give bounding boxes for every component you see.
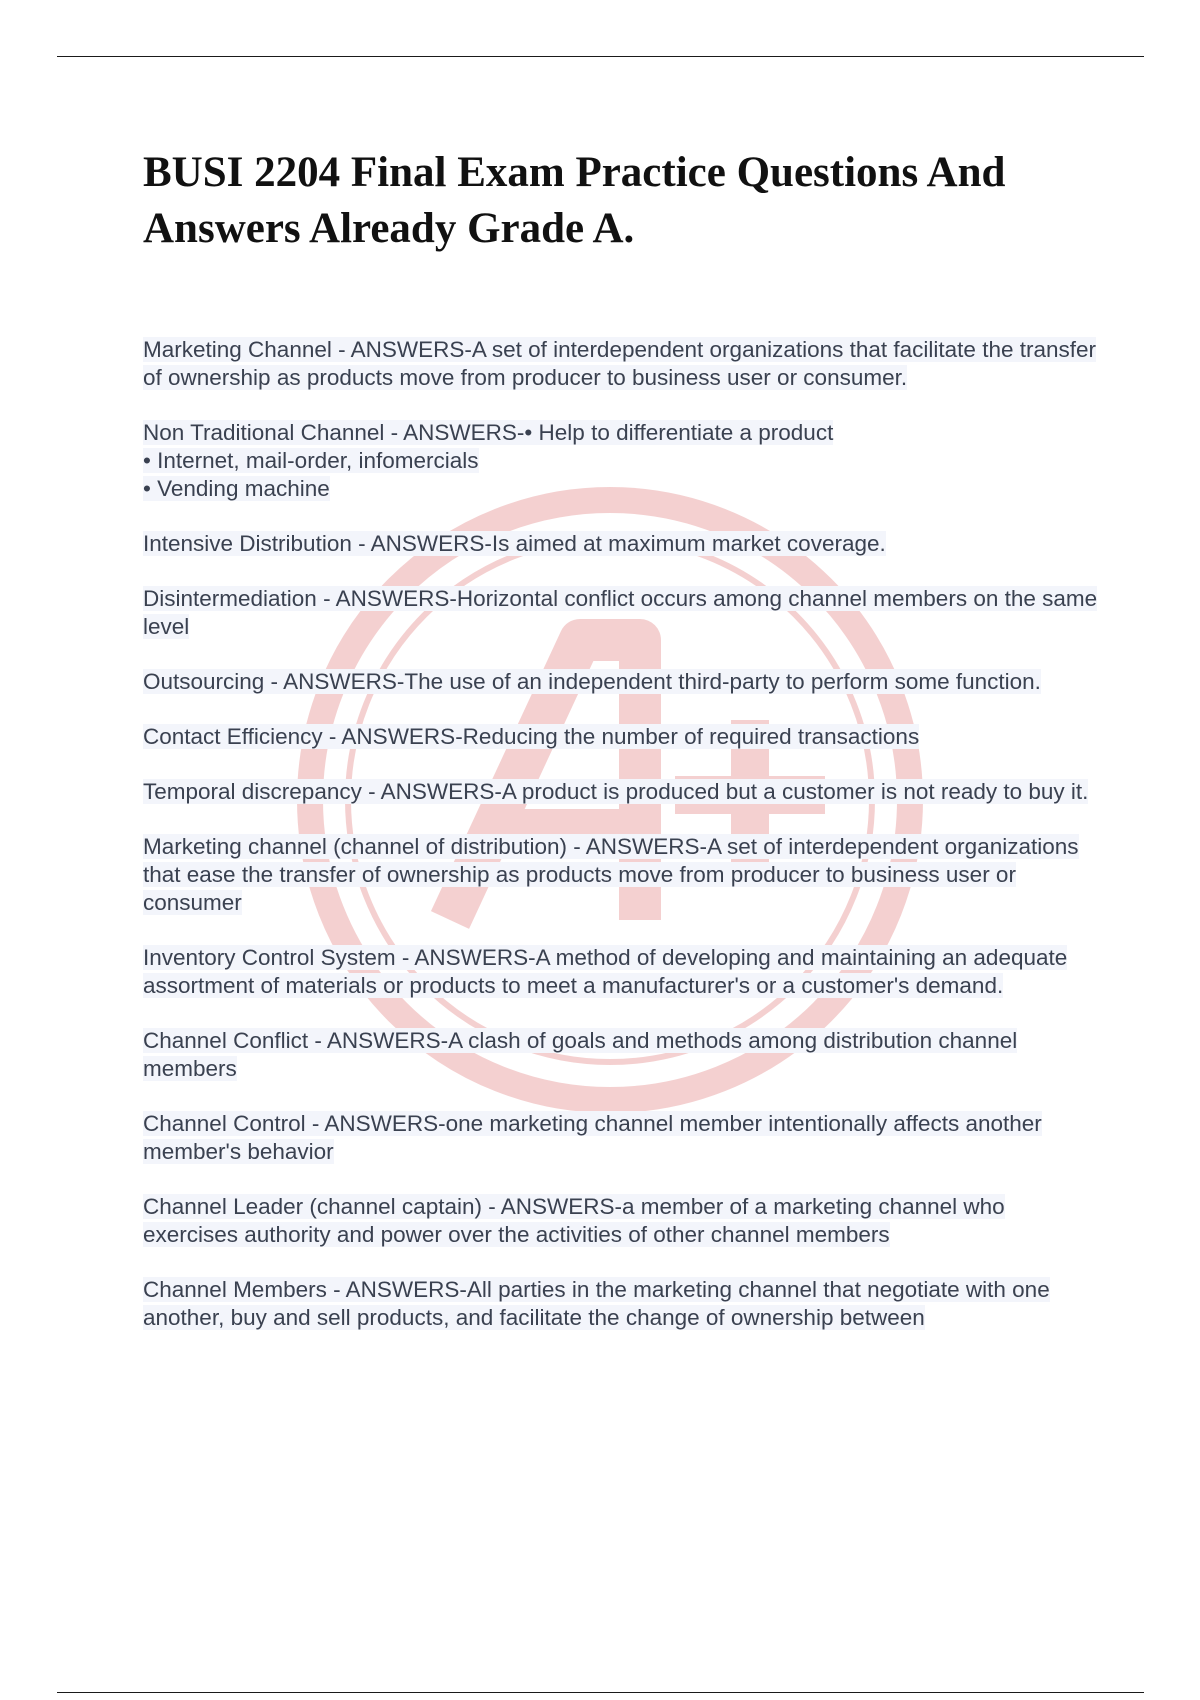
qa-entry-text: Marketing Channel - ANSWERS-A set of interdependent organizations that facilitate the transfer of ownership as products move from producer to business user or consumer.	[143, 337, 1097, 390]
qa-entry	[143, 833, 1103, 917]
qa-entry-text: Non Traditional Channel - ANSWERS-• Help to differentiate a product • Internet, mail-order, infomercials • Vending machine	[143, 420, 834, 501]
qa-entry	[143, 668, 1103, 696]
qa-entry-text: Contact Efficiency - ANSWERS-Reducing the number of required transactions	[143, 724, 920, 749]
top-divider	[57, 56, 1144, 57]
qa-entry	[143, 1027, 1103, 1083]
qa-entry	[143, 723, 1103, 751]
qa-entry-text: Channel Control - ANSWERS-one marketing channel member intentionally affects another member's behavior	[143, 1111, 1042, 1164]
qa-entry	[143, 419, 1103, 503]
qa-list	[143, 336, 1103, 1359]
qa-entry-text: Channel Members - ANSWERS-All parties in the marketing channel that negotiate with one another, buy and sell products, and facilitate the change of ownership between	[143, 1277, 1050, 1330]
qa-entry	[143, 1193, 1103, 1249]
qa-entry-text: Channel Leader (channel captain) - ANSWERS-a member of a marketing channel who exercises authority and power over the activities of other channel members	[143, 1194, 1005, 1247]
qa-entry	[143, 585, 1103, 641]
qa-entry-text: Disintermediation - ANSWERS-Horizontal conflict occurs among channel members on the same level	[143, 586, 1098, 639]
qa-entry-text: Inventory Control System - ANSWERS-A method of developing and maintaining an adequate assortment of materials or products to meet a manufacturer's or a customer's demand.	[143, 945, 1068, 998]
qa-entry-text: Marketing channel (channel of distribution) - ANSWERS-A set of interdependent organizations that ease the transfer of ownership as products move from producer to business user or consumer	[143, 834, 1079, 915]
qa-entry	[143, 778, 1103, 806]
bottom-divider	[57, 1692, 1144, 1693]
document-title: BUSI 2204 Final Exam Practice Questions And Answers Already Grade A.	[143, 149, 1006, 252]
qa-entry-text: Outsourcing - ANSWERS-The use of an independent third-party to perform some function.	[143, 669, 1041, 694]
qa-entry	[143, 944, 1103, 1000]
qa-entry	[143, 336, 1103, 392]
qa-entry-text: Temporal discrepancy - ANSWERS-A product is produced but a customer is not ready to buy it.	[143, 779, 1089, 804]
qa-entry	[143, 1276, 1103, 1332]
qa-entry-text: Channel Conflict - ANSWERS-A clash of goals and methods among distribution channel members	[143, 1028, 1018, 1081]
qa-entry	[143, 530, 1103, 558]
qa-entry	[143, 1110, 1103, 1166]
qa-entry-text: Intensive Distribution - ANSWERS-Is aimed at maximum market coverage.	[143, 531, 886, 556]
